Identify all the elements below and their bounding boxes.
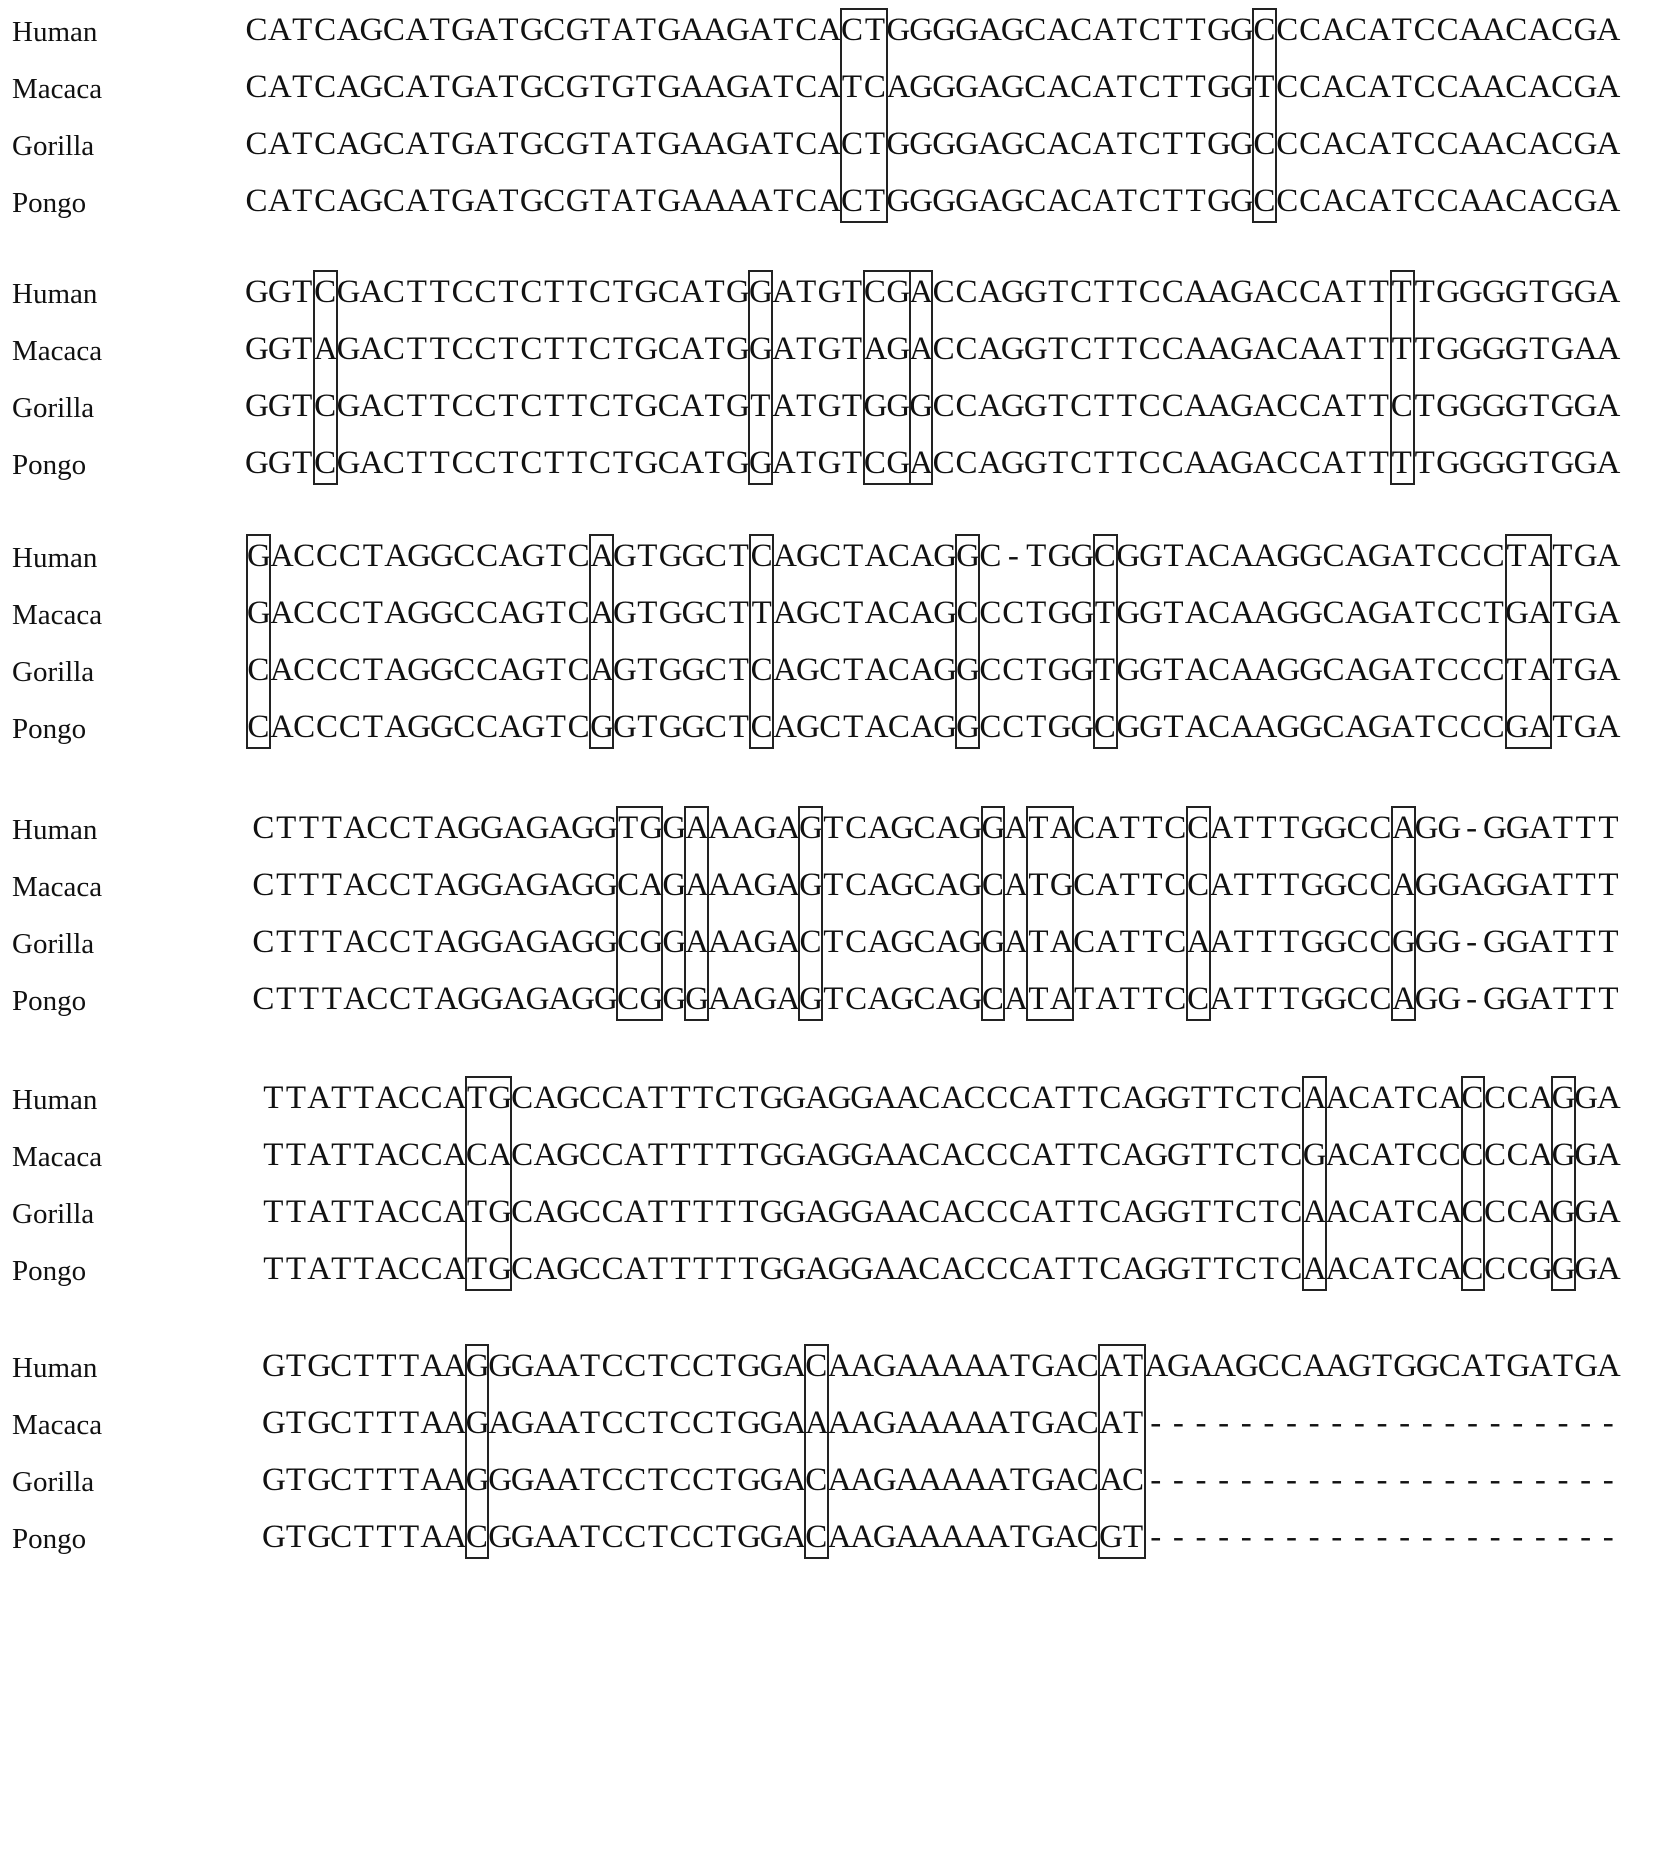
- species-label: Macaca: [12, 335, 103, 367]
- species-label: Pongo: [12, 1523, 87, 1555]
- sequence-row: GGTCGACTTCCTCTTCTGCATGTATGTGGGCCAGGTCTTCCAAGACCATTCTGGGGTGGA: [245, 388, 1621, 424]
- sequence-row: GGTAGACTTCCTCTTCTGCATGGATGTAGACCAGGTCTTCCAAGACAATTTTGGGGTGAA: [245, 331, 1621, 367]
- sequence-row: GTGCTTTAAGAGAATCCTCCTGGAAAAGAAAAATGACAT - - - - - - - - - - - - - - - - - - - - -: [262, 1405, 1614, 1441]
- sequence-row: GTGCTTTAAGGGAATCCTCCTGGACAAGAAAAATGACATAGAAGCCAAGTGGCATGATGA: [262, 1348, 1621, 1384]
- sequence-row: GACCCTAGGCCAGTCAGTGGCTCAGCTACAGGC - TGGCGGTACAAGGCAGATCCCTATGA: [247, 538, 1621, 574]
- species-label: Gorilla: [12, 1466, 95, 1498]
- sequence-row: TTATTACCATGCAGCCATTTCTGGAGGAACACCCATTCAGGTTCTCAACATCACCCAGGA: [263, 1080, 1621, 1116]
- sequence-row: TTATTACCATGCAGCCATTTTTGGAGGAACACCCATTCAGGTTCTCAACATCACCCGGGA: [263, 1251, 1621, 1287]
- sequence-row: TTATTACCATGCAGCCATTTTTGGAGGAACACCCATTCAGGTTCTCAACATCACCCAGGA: [263, 1194, 1621, 1230]
- sequence-row: CATCAGCATGATGCGTGTGAAGATCATCAGGGAGCACATCTTGGTCCACATCCAACACGA: [245, 69, 1621, 105]
- species-label: Human: [12, 1352, 98, 1384]
- species-label: Human: [12, 278, 98, 310]
- species-label: Macaca: [12, 871, 103, 903]
- species-label: Pongo: [12, 713, 87, 745]
- sequence-row: CTTTACCTAGGAGAGGTGGAAAGAGTCAGCAGGATACATTCCATTTGGCCAGG - GGATTT: [252, 810, 1619, 846]
- sequence-row: CATCAGCATGATGCGTATGAAAATCACTGGGGAGCACATCTTGGCCCACATCCAACACGA: [245, 183, 1621, 219]
- sequence-row: GGTCGACTTCCTCTTCTGCATGGATGTCGACCAGGTCTTCCAAGACCATTTTGGGGTGGA: [245, 445, 1621, 481]
- species-label: Macaca: [12, 1409, 103, 1441]
- sequence-row: CATCAGCATGATGCGTATGAAGATCACTGGGGAGCACATCTTGGCCCACATCCAACACGA: [245, 12, 1621, 48]
- sequence-row: GGTCGACTTCCTCTTCTGCATGGATGTCGACCAGGTCTTCCAAGACCATTTTGGGGTGGA: [245, 274, 1621, 310]
- sequence-row: TTATTACCACACAGCCATTTTTGGAGGAACACCCATTCAGGTTCTCGACATCCCCCAGGA: [263, 1137, 1621, 1173]
- species-label: Pongo: [12, 449, 87, 481]
- sequence-row: CTTTACCTAGGAGAGGCAGAAAGAGTCAGCAGCATGCATTCCATTTGGCCAGGAGGATTT: [252, 867, 1619, 903]
- species-label: Gorilla: [12, 656, 95, 688]
- sequence-row: CTTTACCTAGGAGAGGCGGAAAGACTCAGCAGGATACATTCAATTTGGCCGGG - GGATTT: [252, 924, 1619, 960]
- sequence-row: GTGCTTTAAGGGAATCCTCCTGGACAAGAAAAATGACAC - - - - - - - - - - - - - - - - - - - - -: [262, 1462, 1614, 1498]
- sequence-row: CTTTACCTAGGAGAGGCGGGAAGAGTCAGCAGCATATATTCCATTTGGCCAGG - GGATTT: [252, 981, 1619, 1017]
- species-label: Human: [12, 814, 98, 846]
- species-label: Gorilla: [12, 130, 95, 162]
- sequence-row: CACCCTAGGCCAGTCAGTGGCTCAGCTACAGGCCTGGTGGTACAAGGCAGATCCCTATGA: [247, 652, 1621, 688]
- sequence-row: GACCCTAGGCCAGTCAGTGGCTTAGCTACAGCCCTGGTGGTACAAGGCAGATCCTGATGA: [247, 595, 1621, 631]
- species-label: Gorilla: [12, 1198, 95, 1230]
- species-label: Pongo: [12, 1255, 87, 1287]
- species-label: Macaca: [12, 73, 103, 105]
- sequence-row: CATCAGCATGATGCGTATGAAGATCACTGGGGAGCACATCTTGGCCCACATCCAACACGA: [245, 126, 1621, 162]
- sequence-row: GTGCTTTAACGGAATCCTCCTGGACAAGAAAAATGACGT - - - - - - - - - - - - - - - - - - - - -: [262, 1519, 1614, 1555]
- species-label: Pongo: [12, 985, 87, 1017]
- species-label: Human: [12, 16, 98, 48]
- species-label: Macaca: [12, 599, 103, 631]
- species-label: Macaca: [12, 1141, 103, 1173]
- sequence-row: CACCCTAGGCCAGTCGGTGGCTCAGCTACAGGCCTGGCGGTACAAGGCAGATCCCGATGA: [247, 709, 1621, 745]
- species-label: Pongo: [12, 187, 87, 219]
- species-label: Human: [12, 1084, 98, 1116]
- species-label: Gorilla: [12, 928, 95, 960]
- species-label: Gorilla: [12, 392, 95, 424]
- species-label: Human: [12, 542, 98, 574]
